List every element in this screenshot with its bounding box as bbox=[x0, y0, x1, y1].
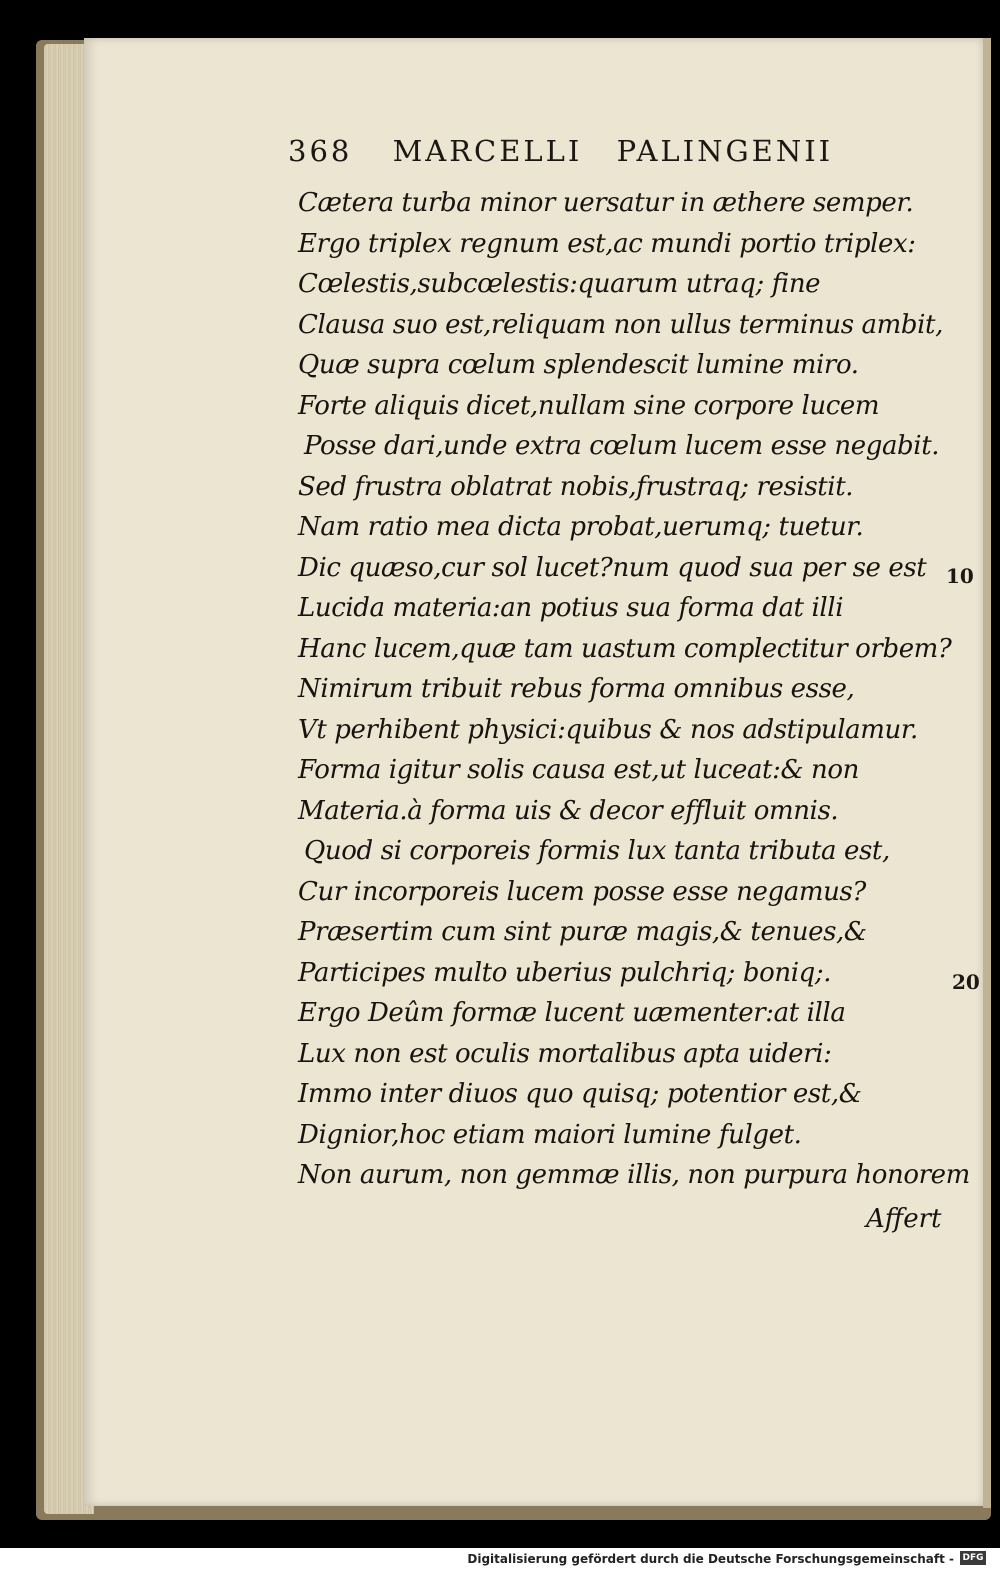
verse-line: Cætera turba minor uersatur in æthere semper. bbox=[298, 188, 914, 218]
dfg-logo-icon: DFG bbox=[960, 1551, 986, 1565]
digitization-credit: Digitalisierung gefördert durch die Deutsche Forschungsgemeinschaft - bbox=[467, 1552, 954, 1566]
verse-line: Lux non est oculis mortalibus apta uideri: bbox=[298, 1038, 832, 1069]
catchword: Affert bbox=[866, 1204, 942, 1234]
line-number-10: 10 bbox=[946, 564, 974, 588]
verse-line: Ergo triplex regnum est,ac mundi portio triplex: bbox=[298, 228, 916, 259]
running-title-name: PALINGENII bbox=[616, 134, 834, 168]
verse-line: Posse dari,unde extra cœlum lucem esse negabit. bbox=[304, 431, 940, 461]
running-title-author: MARCELLI bbox=[392, 134, 583, 168]
verse-line: Materia.à forma uis & decor effluit omnis. bbox=[298, 795, 839, 826]
line-number-20: 20 bbox=[952, 970, 980, 994]
verse-line: Nam ratio mea dicta probat,uerumq; tuetur. bbox=[298, 512, 864, 542]
verse-line: Præsertim cum sint puræ magis,& tenues,& bbox=[298, 917, 867, 947]
binding-edge bbox=[983, 38, 991, 1508]
verse-line: Cœlestis,subcœlestis:quarum utraq; fine bbox=[298, 269, 821, 299]
page-number: 368 bbox=[288, 134, 353, 168]
running-header bbox=[288, 134, 888, 168]
verse-line: Dignior,hoc etiam maiori lumine fulget. bbox=[298, 1119, 802, 1150]
verse-line: Hanc lucem,quæ tam uastum complectitur orbem? bbox=[298, 633, 952, 664]
verse-line: Vt perhibent physici:quibus & nos adstipulamur. bbox=[298, 714, 918, 745]
verse-line: Lucida materia:an potius sua forma dat illi bbox=[298, 593, 844, 623]
verse-line: Ergo Deûm formæ lucent uæmenter:at illa bbox=[298, 998, 846, 1028]
verse-line: Sed frustra oblatrat nobis,frustraq; resistit. bbox=[298, 471, 854, 502]
verse-line: Quod si corporeis formis lux tanta tributa est, bbox=[304, 836, 890, 866]
verse-line: Quæ supra cœlum splendescit lumine miro. bbox=[298, 350, 859, 380]
verse-line: Non aurum, non gemmæ illis, non purpura honorem bbox=[298, 1160, 970, 1190]
verse-line: Forma igitur solis causa est,ut luceat:& non bbox=[298, 755, 860, 785]
verse-line: Clausa suo est,reliquam non ullus terminus ambit, bbox=[298, 309, 943, 340]
verse-line: Nimirum tribuit rebus forma omnibus esse, bbox=[298, 674, 855, 704]
verse-line: Participes multo uberius pulchriq; boniq;. bbox=[298, 957, 832, 988]
verse-line: Forte aliquis dicet,nullam sine corpore lucem bbox=[298, 390, 880, 421]
verse-line: Cur incorporeis lucem posse esse negamus? bbox=[298, 876, 866, 907]
verse-line: Dic quæso,cur sol lucet?num quod sua per se est bbox=[298, 552, 927, 583]
verse-line: Immo inter diuos quo quisq; potentior est,& bbox=[298, 1079, 862, 1109]
